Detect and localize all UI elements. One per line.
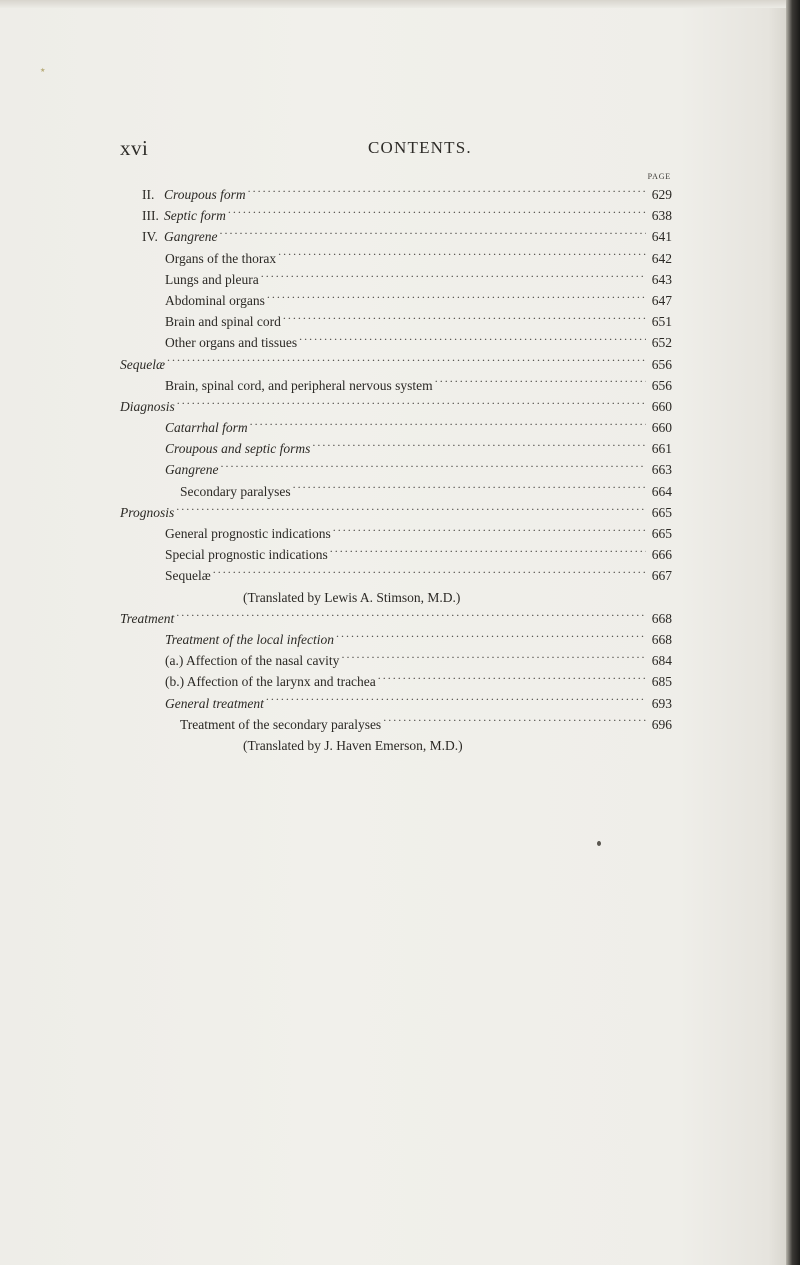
toc-entry-page: 661 (651, 441, 672, 457)
toc-entry-page: 668 (651, 631, 672, 647)
toc-entry-title: (a.) Affection of the nasal cavity (165, 653, 340, 669)
dot-leader (213, 567, 646, 581)
toc-entry-title: General treatment (165, 695, 264, 711)
toc-entry-page: 667 (651, 568, 672, 584)
running-title: CONTENTS. (368, 138, 472, 157)
translator-credit: (Translated by Lewis A. Stimson, M.D.) (243, 589, 461, 605)
running-header (120, 136, 720, 166)
toc-entry-number: IV. (142, 229, 158, 245)
toc-entry (120, 269, 672, 290)
toc-entry (120, 248, 672, 269)
toc-entry (120, 332, 672, 353)
dot-leader (293, 482, 646, 496)
toc-entry-title: Treatment of the secondary paralyses (180, 716, 382, 732)
toc-entry-title: Other organs and tissues (165, 335, 298, 351)
toc-entry (120, 459, 672, 480)
dot-leader (220, 228, 647, 242)
toc-entry (120, 608, 672, 629)
dot-leader (312, 440, 646, 454)
toc-entry (120, 226, 672, 247)
toc-entry-page: 660 (651, 420, 672, 436)
toc-entry-page: 660 (651, 398, 672, 414)
toc-entry (120, 544, 672, 565)
toc-entry (120, 354, 672, 375)
toc-entry-page: 656 (651, 356, 672, 372)
toc-entry-page: 629 (651, 187, 672, 202)
toc-entry (120, 481, 672, 502)
toc-entry (120, 650, 672, 671)
toc-entry (120, 671, 672, 692)
toc-entry-title: Gangrene (164, 229, 218, 245)
toc-entry (120, 565, 672, 586)
toc-entry-page: 696 (651, 716, 672, 732)
toc-entry-page: 651 (651, 314, 672, 330)
toc-entry (120, 629, 672, 650)
page-folio: xvi (120, 136, 149, 160)
toc-entry-title: Secondary paralyses (180, 483, 291, 499)
table-of-contents (120, 184, 672, 756)
toc-entry-title: Gangrene (165, 462, 219, 478)
toc-entry-title: Croupous and septic forms (165, 441, 311, 457)
dot-leader (283, 313, 646, 327)
toc-entry-title: Diagnosis (120, 398, 175, 414)
toc-entry-page: 656 (651, 377, 672, 393)
toc-entry (120, 417, 672, 438)
toc-entry (120, 523, 672, 544)
page-column-label: PAGE (647, 172, 671, 181)
toc-entry (120, 311, 672, 332)
toc-entry-page: 668 (651, 610, 672, 626)
toc-entry-page: 643 (651, 271, 672, 287)
toc-entry-title: (b.) Affection of the larynx and trachea (165, 674, 376, 690)
toc-entry-number: III. (142, 208, 159, 224)
toc-entry (120, 375, 672, 396)
page-binding-edge (786, 0, 800, 1265)
toc-entry (120, 502, 672, 523)
toc-entry (120, 438, 672, 459)
toc-entry-page: 647 (651, 292, 672, 308)
toc-entry (120, 714, 672, 735)
toc-entry-page: 663 (651, 462, 672, 478)
toc-entry-page: 652 (651, 335, 672, 351)
toc-entry-number: II. (142, 187, 155, 202)
toc-entry-title: Special prognostic indications (165, 547, 328, 563)
dot-leader (336, 630, 646, 644)
dot-leader (266, 694, 646, 708)
toc-entry (120, 184, 672, 205)
dot-leader (267, 291, 646, 305)
toc-entry (120, 290, 672, 311)
dot-leader (228, 207, 646, 221)
toc-entry-title: Sequelæ (120, 356, 165, 372)
dot-leader (167, 355, 646, 369)
toc-entry-title: Croupous form (164, 187, 246, 202)
dot-leader (261, 270, 646, 284)
dot-leader (248, 186, 646, 200)
toc-entry-page: 638 (651, 208, 672, 224)
toc-entry-title: Catarrhal form (165, 420, 248, 436)
toc-entry-page: 665 (651, 504, 672, 520)
toc-entry (120, 396, 672, 417)
translator-credit: (Translated by J. Haven Emerson, M.D.) (243, 737, 463, 753)
toc-entry-title: Abdominal organs (165, 292, 265, 308)
dot-leader (176, 503, 646, 517)
ink-speck (597, 841, 601, 846)
toc-entry-title: Sequelæ (165, 568, 211, 584)
toc-entry-page: 693 (651, 695, 672, 711)
toc-entry-page: 664 (651, 483, 672, 499)
toc-entry-title: Brain and spinal cord (165, 314, 281, 330)
dot-leader (176, 609, 646, 623)
toc-entry-page: 642 (651, 250, 672, 266)
toc-entry (120, 205, 672, 226)
dot-leader (378, 673, 646, 687)
toc-entry-page: 684 (651, 653, 672, 669)
dot-leader (333, 525, 646, 539)
dot-leader (299, 334, 646, 348)
toc-entry-title: Treatment of the local infection (165, 631, 334, 647)
toc-entry-page: 665 (651, 526, 672, 541)
toc-entry-title: Treatment (120, 610, 175, 626)
toc-entry-title: Brain, spinal cord, and peripheral nervous system (165, 377, 433, 393)
toc-entry-title: General prognostic indications (165, 526, 331, 541)
dot-leader (221, 461, 647, 475)
dot-leader (250, 419, 646, 433)
toc-entry-page: 641 (651, 229, 672, 245)
dot-leader (435, 376, 646, 390)
toc-entry-title: Prognosis (120, 504, 175, 520)
toc-entry-page: 666 (651, 547, 672, 563)
toc-entry-title: Septic form (164, 208, 226, 224)
page-top-edge (0, 0, 800, 8)
toc-entry-title: Lungs and pleura (165, 271, 259, 287)
dot-leader (341, 652, 646, 666)
dot-leader (278, 249, 646, 263)
dot-leader (383, 715, 646, 729)
toc-entry-title: Organs of the thorax (165, 250, 277, 266)
toc-entry (120, 693, 672, 714)
dot-leader (330, 546, 646, 560)
paper-stain: ٭ (40, 65, 46, 76)
toc-entry-page: 685 (651, 674, 672, 690)
dot-leader (177, 397, 646, 411)
